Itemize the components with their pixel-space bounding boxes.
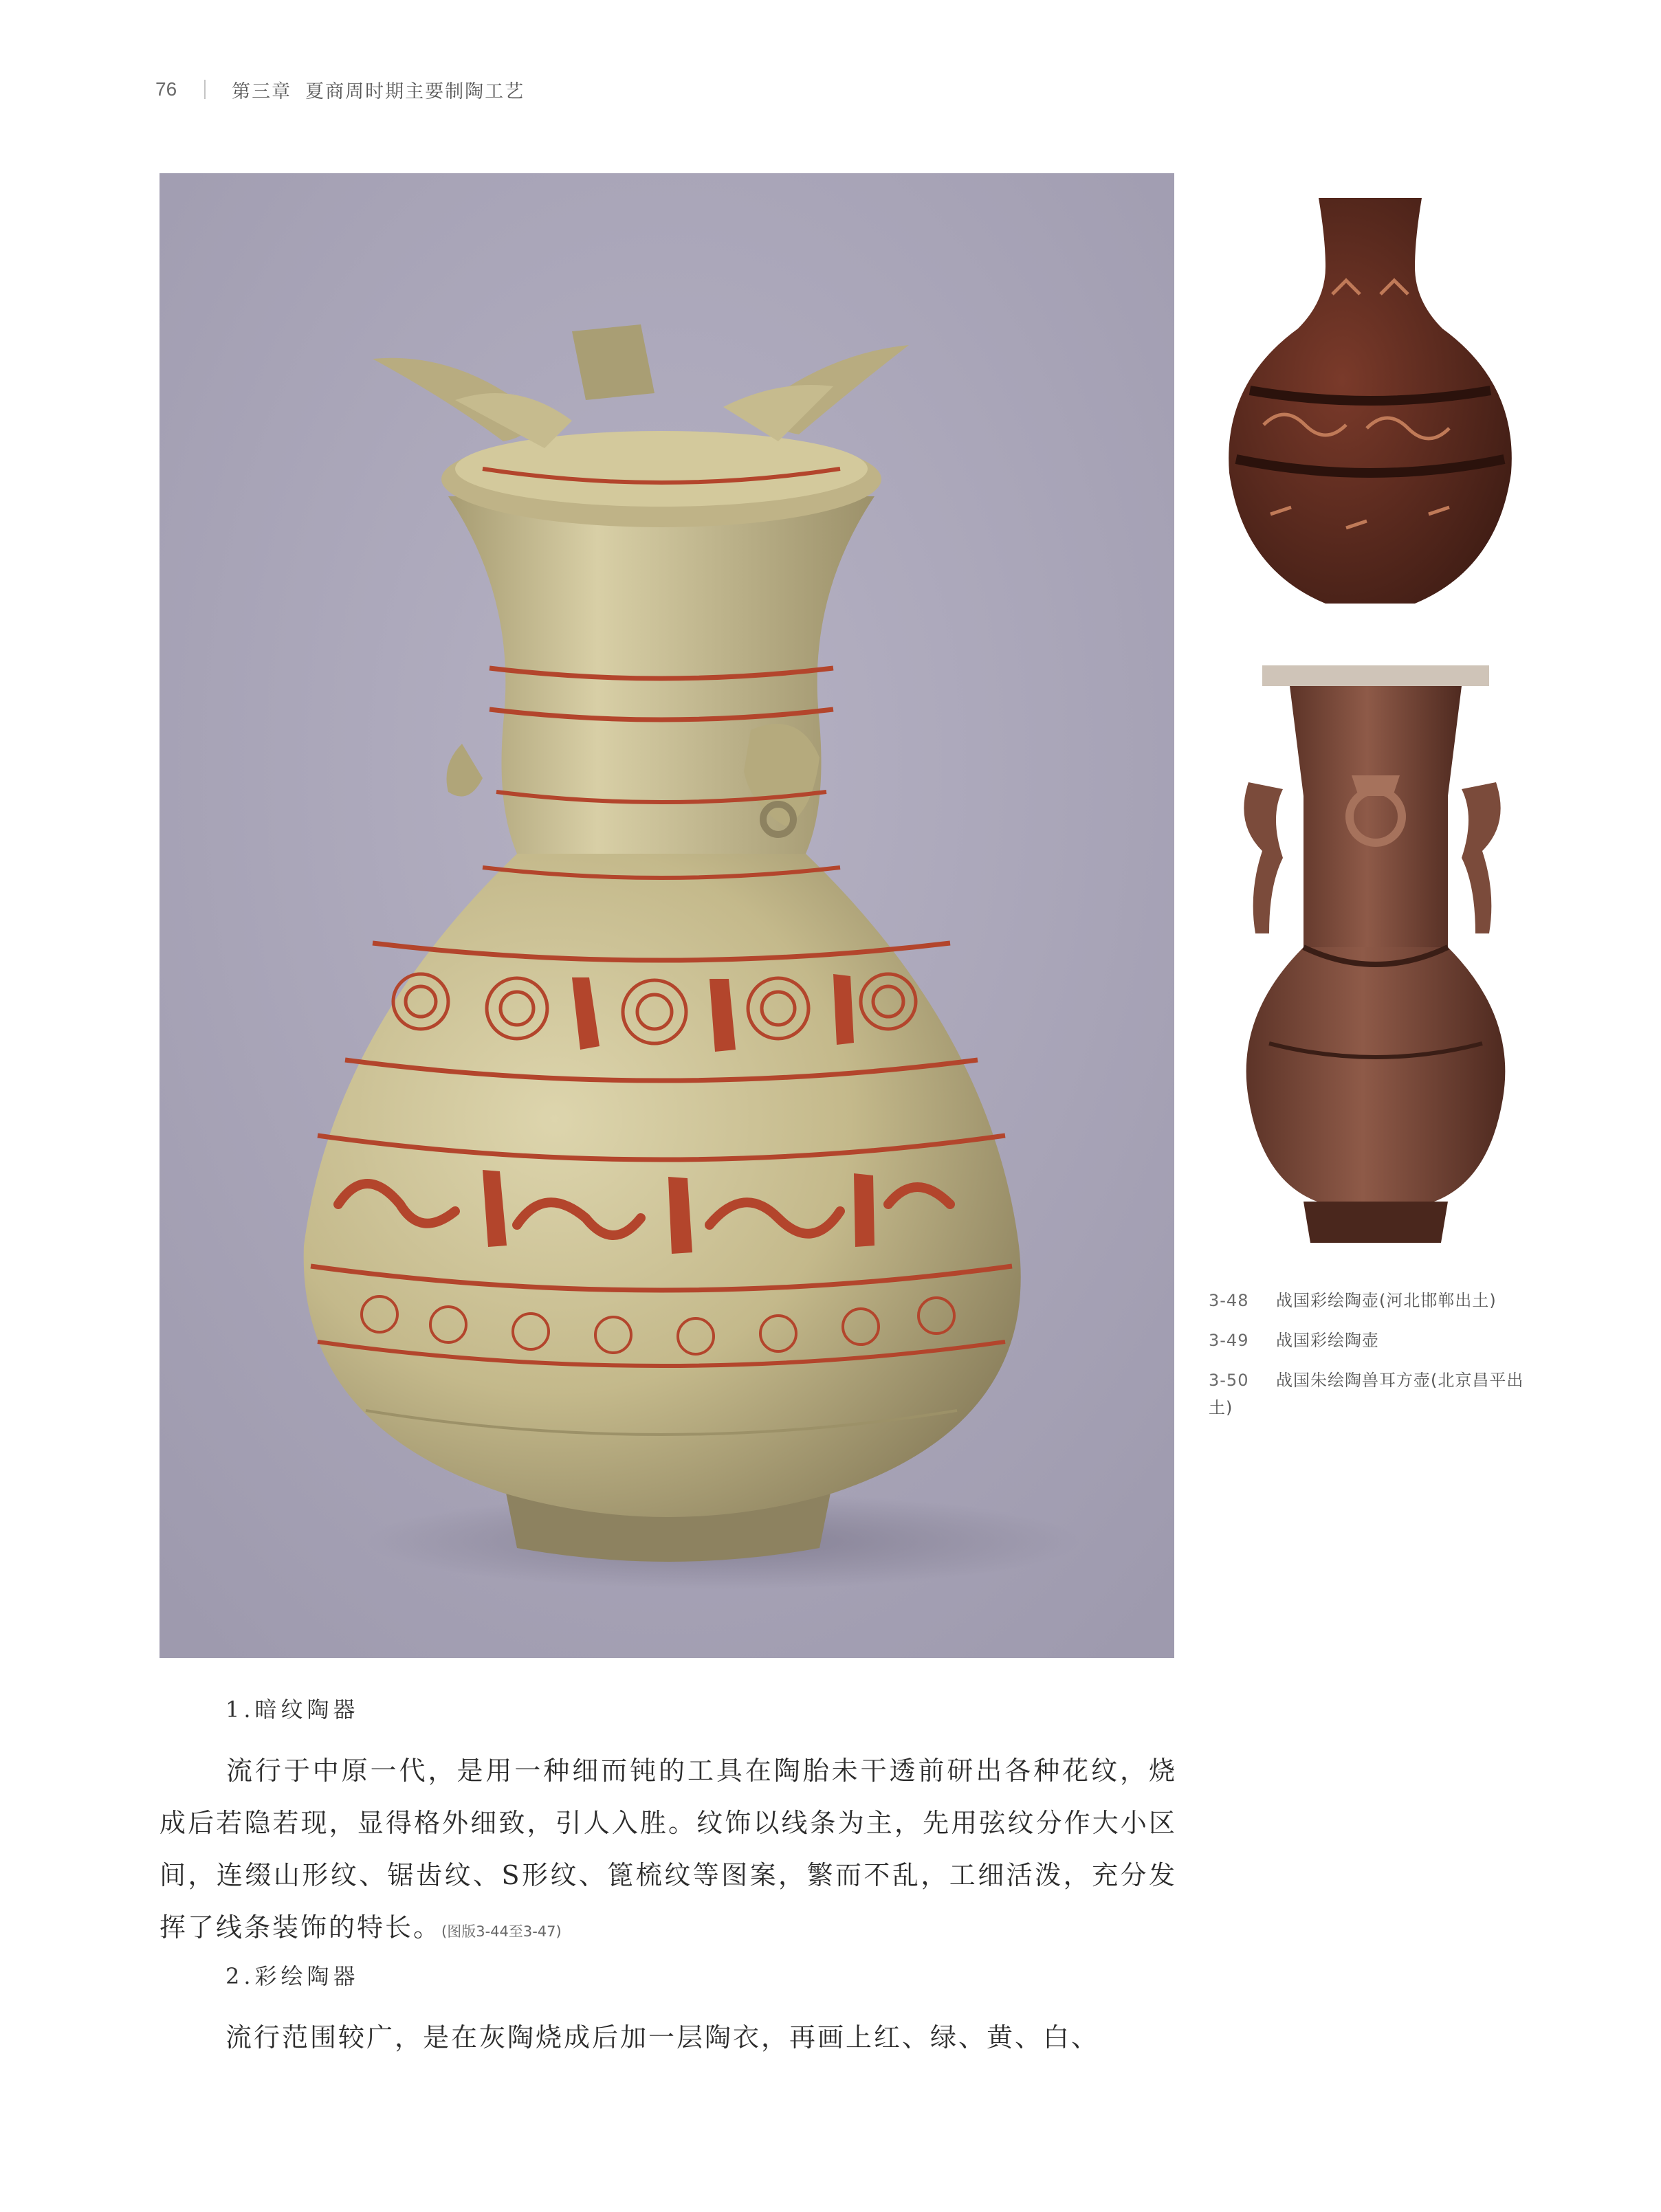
paragraph-painted-pottery (160, 2011, 1177, 2064)
main-figure-painted-pottery-hu (160, 173, 1174, 1658)
caption-text: 战国彩绘陶壶(河北邯郸出土) (1276, 1291, 1497, 1310)
figure-dark-painted-vase (1209, 184, 1532, 617)
page-number: 76 (155, 78, 177, 100)
caption-number: 3-50 (1209, 1371, 1249, 1390)
paragraph-dark-pattern-pottery (160, 1745, 1177, 1958)
caption-number: 3-49 (1209, 1331, 1249, 1350)
section-heading-painted-pottery: 2.彩绘陶器 (226, 1963, 360, 1989)
paragraph-text: 流行于中原一代，是用一种细而钝的工具在陶胎未干透前研出各种花纹，烧成后若隐若现，显得格外细致，引人入胜。纹饰以线条为主，先用弦纹分作大小区间，连缀山形纹、锯齿纹、S形纹、篦梳纹等图案，繁而不乱，工细活泼，充分发挥了线条装饰的特长。 (160, 1756, 1177, 1943)
chapter-label: 第三章 (232, 80, 292, 102)
chapter-title: 夏商周时期主要制陶工艺 (305, 80, 525, 102)
dark-vase-illustration (1209, 184, 1532, 617)
figure-captions (1209, 1287, 1566, 1434)
section-heading-dark-pattern-pottery: 1.暗纹陶器 (226, 1696, 360, 1723)
vase-illustration (160, 173, 1174, 1658)
caption-3-49 (1209, 1327, 1566, 1354)
caption-3-50 (1209, 1367, 1532, 1422)
caption-text: 战国朱绘陶兽耳方壶(北京昌平出土) (1209, 1371, 1524, 1417)
running-head (155, 74, 525, 104)
caption-3-48 (1209, 1287, 1566, 1314)
header-divider (204, 80, 206, 99)
paragraph-text: 流行范围较广，是在灰陶烧成后加一层陶衣，再画上红、绿、黄、白、 (226, 2022, 1100, 2053)
figure-square-hu-beast-ears (1221, 659, 1524, 1244)
body-text (160, 1692, 1177, 2064)
plate-reference: (图版3-44至3-47) (441, 1923, 562, 1940)
square-hu-illustration (1221, 659, 1524, 1244)
caption-number: 3-48 (1209, 1291, 1249, 1310)
caption-text: 战国彩绘陶壶 (1276, 1331, 1379, 1350)
